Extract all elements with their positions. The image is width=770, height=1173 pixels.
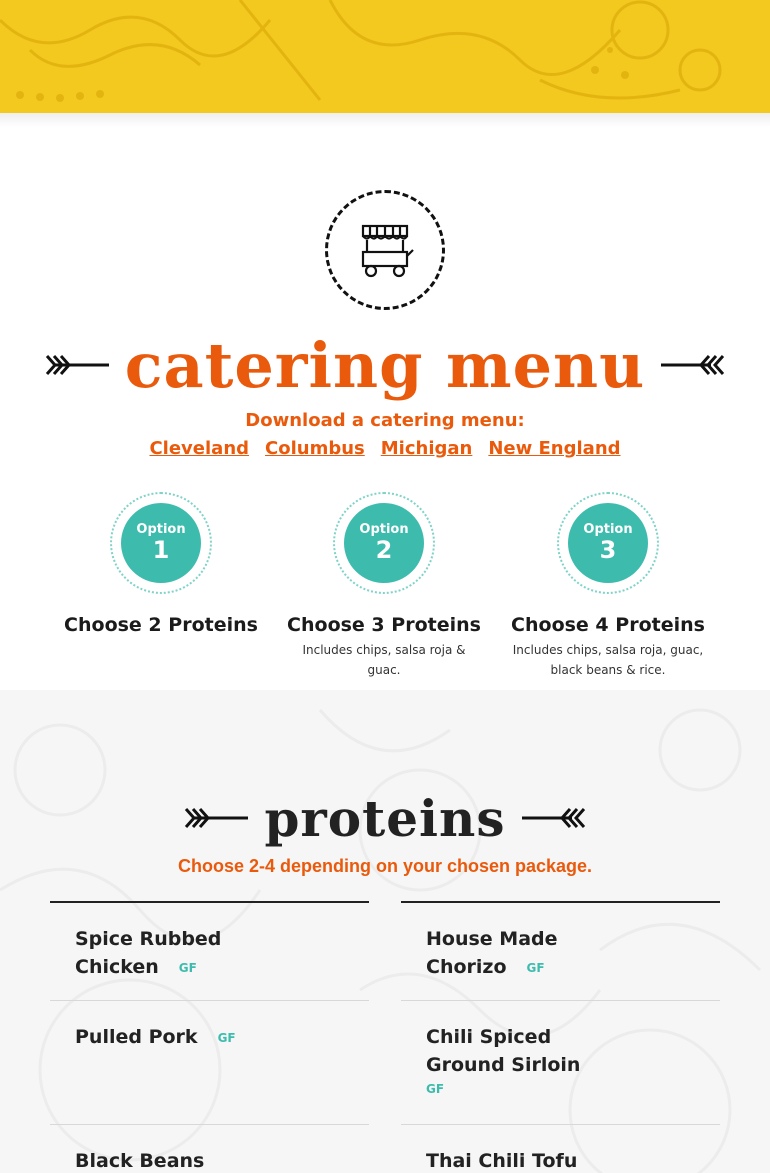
option-title: Choose 2 Proteins xyxy=(64,614,258,636)
proteins-heading xyxy=(0,785,770,851)
option-word: Option xyxy=(359,522,409,537)
city-link-columbus[interactable]: Columbus xyxy=(265,438,365,459)
option-3 xyxy=(493,492,723,680)
option-subtitle: Includes chips, salsa roja, guac, black beans & rice. xyxy=(512,643,704,677)
option-number: 2 xyxy=(375,536,393,564)
hero-banner xyxy=(0,0,770,113)
city-menu-links xyxy=(0,438,770,459)
list-item xyxy=(50,903,369,1001)
option-subtitle: Includes chips, salsa roja & guac. xyxy=(302,643,466,677)
city-link-new-england[interactable]: New England xyxy=(488,438,621,459)
gf-badge: GF xyxy=(178,960,197,975)
hero-illustration xyxy=(0,0,770,113)
option-word: Option xyxy=(136,522,186,537)
proteins-list-right xyxy=(401,901,720,1173)
arrow-fletching-icon xyxy=(184,806,250,830)
protein-name-line1: Black Beans xyxy=(75,1150,205,1172)
catering-menu-heading xyxy=(0,325,770,405)
city-link-michigan[interactable]: Michigan xyxy=(380,438,473,459)
city-link-cleveland[interactable]: Cleveland xyxy=(149,438,250,459)
proteins-subtitle: Choose 2-4 depending on your chosen package. xyxy=(177,856,593,876)
option-number: 1 xyxy=(152,536,170,564)
proteins-list-left xyxy=(50,901,369,1173)
option-2 xyxy=(269,492,499,680)
gf-badge: GF xyxy=(217,1030,236,1045)
option-word: Option xyxy=(583,522,633,537)
catering-title: catering menu xyxy=(124,328,646,402)
food-cart-icon xyxy=(355,220,415,280)
option-title: Choose 3 Proteins xyxy=(287,614,481,636)
option-1 xyxy=(46,492,276,640)
arrow-fletching-icon xyxy=(45,353,111,377)
download-menu-label: Download a catering menu: xyxy=(245,410,525,431)
option-badge xyxy=(557,492,659,594)
gf-badge: GF xyxy=(426,1082,445,1096)
food-cart-badge xyxy=(325,190,445,310)
option-badge xyxy=(333,492,435,594)
arrow-head-icon xyxy=(520,806,586,830)
list-item xyxy=(401,903,720,1001)
protein-name-line1: Pulled Pork xyxy=(75,1026,198,1048)
list-item xyxy=(50,1125,369,1173)
protein-name-line1: Chili Spiced xyxy=(426,1026,552,1048)
protein-name-line1: House Made xyxy=(426,928,558,950)
protein-name-line2: Chicken xyxy=(75,956,159,978)
gf-badge: GF xyxy=(526,960,545,975)
list-item xyxy=(401,1001,720,1125)
proteins-title: proteins xyxy=(264,788,506,848)
arrow-head-icon xyxy=(659,353,725,377)
package-options xyxy=(0,492,770,692)
option-badge xyxy=(110,492,212,594)
option-title: Choose 4 Proteins xyxy=(511,614,705,636)
protein-name-line2: Ground Sirloin xyxy=(426,1054,581,1076)
protein-name-line1: Spice Rubbed xyxy=(75,928,222,950)
option-number: 3 xyxy=(599,536,617,564)
protein-name-line1: Thai Chili Tofu xyxy=(426,1150,578,1172)
list-item xyxy=(50,1001,369,1125)
list-item xyxy=(401,1125,720,1173)
hero-shadow xyxy=(0,113,770,127)
protein-name-line2: Chorizo xyxy=(426,956,507,978)
